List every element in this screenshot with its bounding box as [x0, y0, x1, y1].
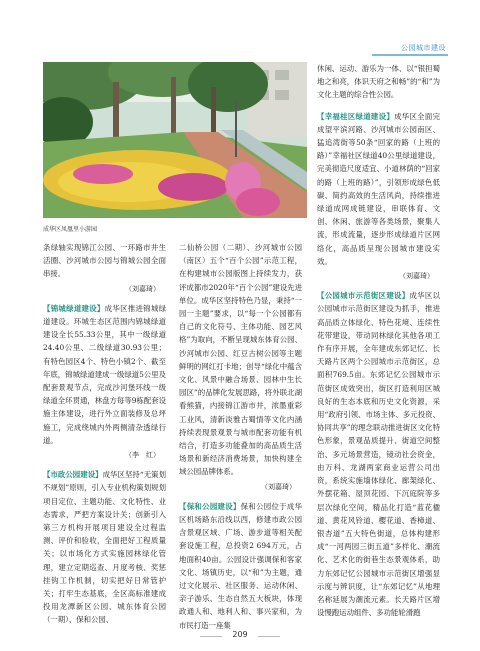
footer-rule-right: [258, 636, 280, 637]
park-photo: [43, 62, 307, 218]
section-title: 【锦城绿道建设】: [43, 303, 105, 313]
header-section-title: 公园城市建设: [401, 44, 446, 52]
header-rule: [372, 54, 448, 56]
section-body: 成华区推进锦城绿道建设。环城生态区范围内锦城绿道建设全长55.33公里，其中一级绿道24.40公里、二级绿道30.93公里；有特色园区4个、特色小镇2个、截至年底，锦城绿道建成一级绿道5公里及配套景观节点，完成沙河堡环线一级绿道全环贯通，林盘方每等9栋配套设施主体建设，进行外立面装修及总坪施工，完成绕城内外两侧清杂透绿行道。: [43, 303, 166, 445]
section-body: 保和公园位于成华区机场路东沿线以西，修建市政公园含景观区域、广场、游步道等相关配套设施工程，总投资2 694万元，占地面积40亩。公园设计强调保和客家文化、场镇历史，以“和”为主题，通过文化展示、社区服务、运动休闲、亲子游乐、生态自然五大板块，体现政通人和、地利人和、事兴家和，为市民打造一座集: [179, 501, 302, 630]
section-demo-district: [317, 289, 440, 619]
page-number: 209: [232, 630, 248, 639]
section-title: 【幸福桂区绿道建设】: [317, 111, 395, 121]
author-credit: （刘嘉琦）: [125, 284, 160, 293]
author-credit: （刘嘉琦）: [261, 482, 296, 491]
section-body: 成华区全面完成望平滨河路、沙河城市公园南区、猛追湾街等50条“回家的路（上班的路）”幸福社区绿道40公里绿道建设，完美彻造尺度适宜、小道林荫的“回家的路（上班的路）”，引领形成绿色低碳、简约高效的生活风尚，持续推进绿道成网成链建设，串联体育、文创、休闲、旅游等各类场景，聚集人流，形成流量，逐步形成绿道片区网络化，高品质呈现公园城市建设实效。: [317, 111, 440, 266]
author-credit: （刘嘉琦）: [399, 272, 434, 281]
section-municipal-parks: [43, 468, 166, 626]
column-3: [317, 62, 440, 619]
parks-continued-paragraph: 二仙桥公园（二期）、沙河城市公园（南区）五个“百个公园”示范工程，在构建城市公园版图上持续发力，获评成都市2020年“百个公园”建设先进单位。成华区坚持特色乃显，秉持“一园一主题”要求，以“每一个公园都有自己的文化符号、主体功能、园艺风格”为取向，不断呈现城东体育公园、沙河城市公园、红豆古树公园等主题鲜明的网红打卡地；创导“绿化中蕴含文化、风景中融合场景、园林中生长园区”的品牌化发展思路，将外联北湖看熊猫，内接锦江游市井，浓墨重彩工业风，清新淡雅古蜀情等文化内涵持续表现景观景与城市配套功能有机结合，打造多功能叠加的高品质生活场景和新经济消费场景，加快构建全域公园品牌体系。: [179, 243, 302, 477]
section-baohe-park: [179, 500, 302, 632]
section-title: 【市政公园建设】: [43, 470, 103, 480]
section-body: 成华区坚持“无策划不规划”原则，引入专业机构策划规划项目定位、主题功能、文化特性、业态需求，严把方案设计关；创新引入第三方机构开展项目建设全过程监测、评价和验收，全面把好工程质量关；以市场化方式实施园林绿化管理，建立定期巡查、月度考核、奖惩挂钩工作机制，切实把好日常管护关；打牢生态基底，全区高标准建成投用龙潭新区公园、城东体育公园（一期）、保和公园、: [43, 470, 166, 625]
section-title: 【保和公园建设】: [179, 501, 241, 511]
author-credit: （李 红）: [125, 451, 160, 460]
section-jincheng-greenway: [43, 302, 166, 447]
baohe-continued-paragraph: 休闲、运动、游乐为一体、以“银担蜀地之和亮，体识天府之和畅”的“和”为文化主题的综合性公园。: [317, 64, 440, 100]
intro-paragraph: 条绿轴实现锦江公园、一环路市井生活圈、沙河城市公园与锦城公园全面串接。: [43, 243, 166, 279]
section-title: 【公园城市示范街区建设】: [317, 291, 410, 301]
section-body: 成华区以公园城市示范街区建设为抓手，推进高品质立体绿化、特色花境、连续性花带建设，带动同林绿化其他各项工作有序开展，全年建成东郊记忆、长天路片区两个公园城市示范街区，总面积769.5亩。东郊记忆公园城市示范街区成效突出，街区打造利用区城良好的生态本底和历史文化资源，采用“政府引领、市场主体、多元投资、协同共享”的理念联动推进街区文化特色形象，景观品质提升、街道空间整治、多元场景营造，镜动社会资金，由万科、龙湖两家商业运营公司出资，系统实施墙体绿化、廊架绿化、外摆花箱、屋顶花园、下沉庭院等多层次绿化空间，精品化打造“蓝花楹道、黄花风铃道、樱花道、香樟道、银杏道”五大特色街道，总体构建形成“一河两园三街五道”多样化、潮流化、艺术化的街巷生态景观体系，助力东郊记忆公园城市示范街区增强显示度与辨识度，让“东郊记忆”从地理名称延展为潮流元素。长天路片区增设慢跑运动组件、多功能轮滑跑: [317, 291, 440, 618]
photo-caption: 成华区凤凰里小游园: [43, 226, 98, 233]
column-2: [179, 241, 302, 632]
section-community-greenway: [317, 110, 440, 268]
column-1: [43, 241, 166, 627]
